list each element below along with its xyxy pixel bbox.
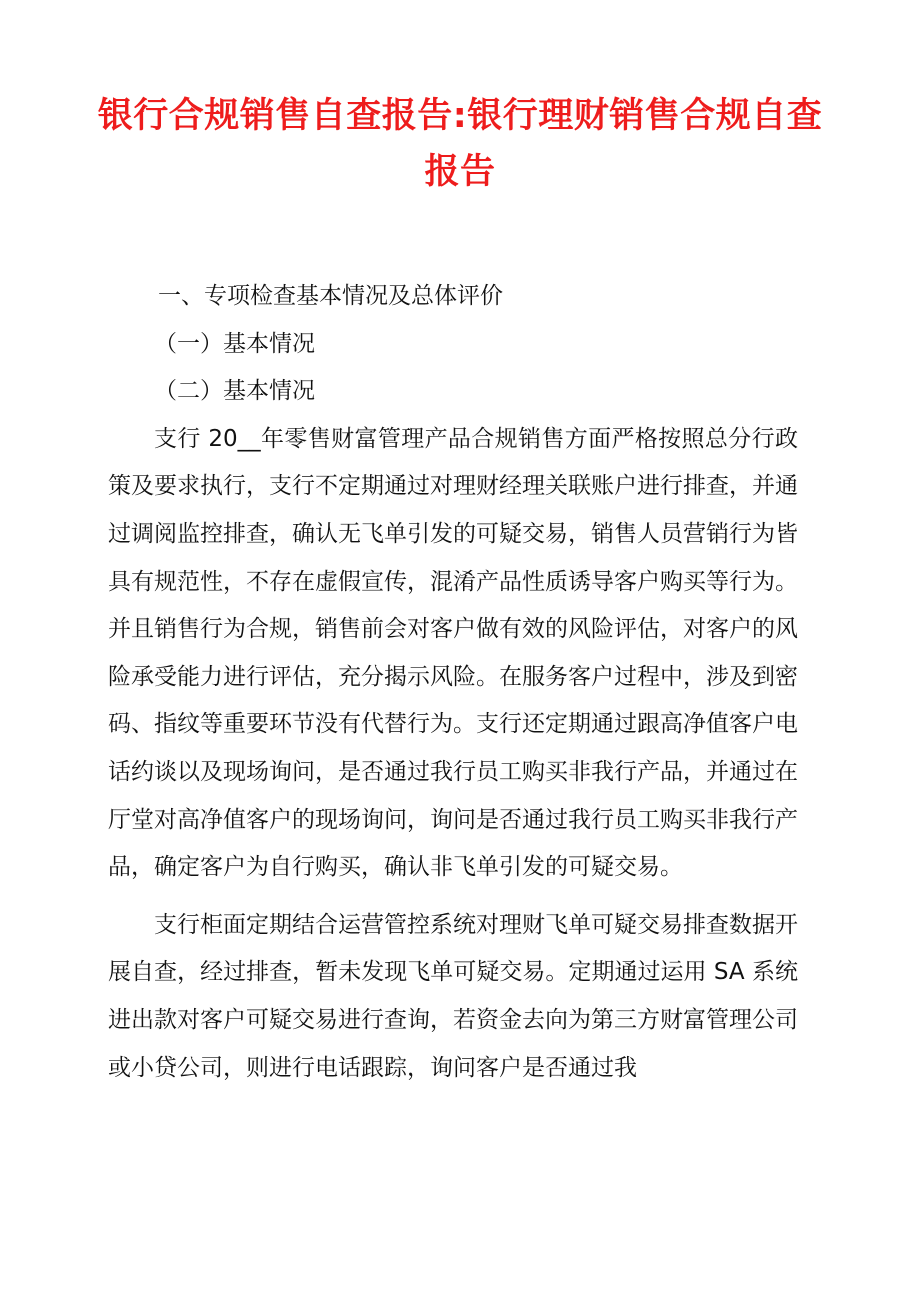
section-heading: 一、专项检查基本情况及总体评价 [158,283,503,309]
body-paragraph-2: 支行柜面定期结合运营管控系统对理财飞单可疑交易排查数据开展自查，经过排查，暂未发现飞单可疑交易。定期通过运用 SA 系统进出款对客户可疑交易进行查询，若资金去向为第三方财富管理公司或小贷公司，则进行电话跟踪，询问客户是否通过我 [108,911,798,1081]
document-body [108,273,798,1092]
paragraph-spacer [108,892,798,902]
document-title-line-1: 银行合规销售自查报告:银行理财销售合规自查 [97,96,823,136]
body-paragraph-1: 支行 20__年零售财富管理产品合规销售方面严格按照总分行政策及要求执行，支行不定期通过对理财经理关联账户进行排查，并通过调阅监控排查，确认无飞单引发的可疑交易，销售人员营销行为皆具有规范性，不存在虚假宣传，混淆产品性质诱导客户购买等行为。并且销售行为合规，销售前会对客户做有效的风险评估，对客户的风险承受能力进行评估，充分揭示风险。在服务客户过程中，涉及到密码、指纹等重要环节没有代替行为。支行还定期通过跟高净值客户电话约谈以及现场询问，是否通过我行员工购买非我行产品，并通过在厅堂对高净值客户的现场询问，询问是否通过我行员工购买非我行产品，确定客户为自行购买，确认非飞单引发的可疑交易。 [108,425,798,881]
document-title [60,88,860,200]
document-title-line-2: 报告 [424,152,496,192]
sub-heading-basic-situation-2: （二）基本情况 [154,378,315,405]
sub-heading-basic-situation-1: （一）基本情况 [154,330,315,357]
